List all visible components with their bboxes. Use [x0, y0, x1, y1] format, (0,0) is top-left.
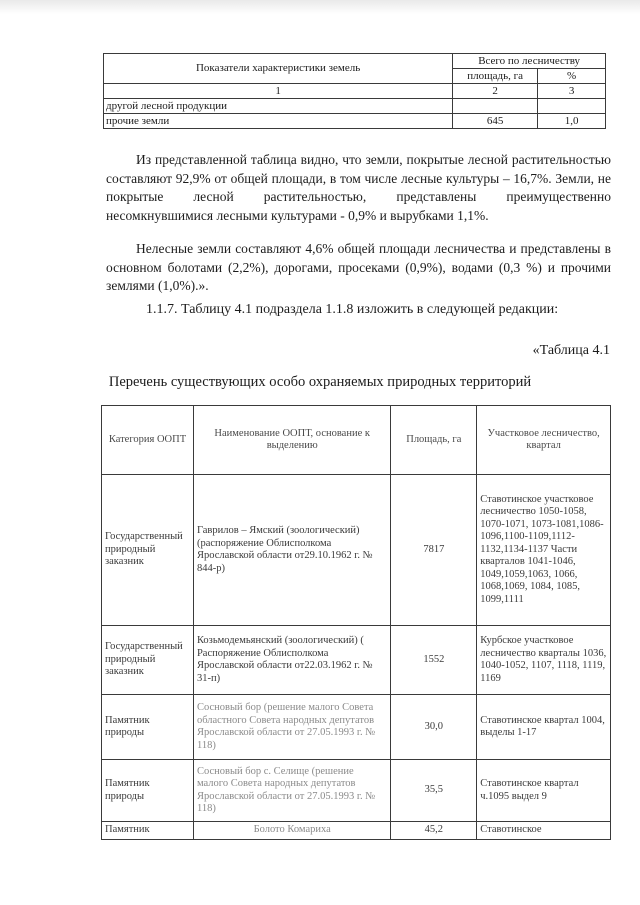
table-row [102, 695, 611, 760]
row-name: прочие земли [104, 114, 453, 129]
table-row [102, 475, 611, 626]
table-number: «Таблица 4.1 [532, 343, 610, 358]
header-location: Участковое лесничество, квартал [477, 406, 611, 475]
row-category: Памятник природы [102, 760, 194, 822]
row-location: Ставотинское квартал 1004, выделы 1-17 [477, 695, 611, 760]
row-category: Государственный природный заказник [102, 626, 194, 695]
table-row [102, 760, 611, 822]
row-name: Болото Комариха [193, 822, 390, 840]
row-name: Сосновый бор (решение малого Совета областного Совета народных депутатов Ярославской области от 27.05.1993 г. № 118) [193, 695, 390, 760]
table-row [104, 99, 606, 114]
row-percent [538, 99, 606, 114]
paragraph-text: Из представленной таблица видно, что земли, покрытые лесной растительностью составляют 92,9% от общей площади, в том числе лесные культуры – 16,7%. Земли, не покрытые лесной растительностью, представлены преимущественно несомкнувшимися лесными культурами - 0,9% и вырубками 1,1%. [106, 152, 611, 223]
row-location: Ставотинское квартал ч.1095 выдел 9 [477, 760, 611, 822]
row-area: 35,5 [391, 760, 477, 822]
row-category: Памятник [102, 822, 194, 840]
row-category: Памятник природы [102, 695, 194, 760]
header-area: площадь, га [453, 69, 538, 84]
row-area: 30,0 [391, 695, 477, 760]
row-category: Государственный природный заказник [102, 475, 194, 626]
row-location: Курбское участковое лесничество кварталы 1036, 1040-1052, 1107, 1118, 1119, 1169 [477, 626, 611, 695]
protected-areas-table [101, 405, 611, 840]
row-name: Козьмодемьянский (зоологический) ( Распоряжение Облисполкома Ярославской области от22.03.1962 г. № 31-п) [193, 626, 390, 695]
paragraph-text: Нелесные земли составляют 4,6% общей площади лесничества и представлены в основном болотами (2,2%), дорогами, просеками (0,9%), водами (0,3 %) и прочими землями (1,0%).». [106, 241, 611, 293]
col-number: 3 [538, 84, 606, 99]
row-name: Гаврилов – Ямский (зоологический) (распоряжение Облисполкома Ярославской области от29.10.1962 г. № 844-р) [193, 475, 390, 626]
row-percent: 1,0 [538, 114, 606, 129]
table-row [104, 114, 606, 129]
row-location: Ставотинское [477, 822, 611, 840]
header-category: Категория ООПТ [102, 406, 194, 475]
header-indicator: Показатели характеристики земель [104, 54, 453, 84]
scan-top-edge [0, 0, 640, 14]
row-area: 45,2 [391, 822, 477, 840]
table-row [102, 822, 611, 840]
paragraph-nonforest-land [106, 240, 611, 296]
header-total: Всего по лесничеству [453, 54, 606, 69]
row-area: 1552 [391, 626, 477, 695]
table-header-row [104, 54, 606, 69]
row-area [453, 99, 538, 114]
row-area: 7817 [391, 475, 477, 626]
column-number-row [104, 84, 606, 99]
table-row [102, 626, 611, 695]
col-number: 2 [453, 84, 538, 99]
amendment-text: 1.1.7. Таблицу 4.1 подраздела 1.1.8 изложить в следующей редакции: [146, 302, 559, 317]
row-area: 645 [453, 114, 538, 129]
col-number: 1 [104, 84, 453, 99]
table-header-row [102, 406, 611, 475]
row-location: Ставотинское участковое лесничество 1050-1058, 1070-1071, 1073-1081,1086-1096,1100-1109,1112-1132,1134-1137 Части кварталов 1041-1046, 1049,1059,1063, 1066, 1068,1069, 1084, 1085, 1099,1111 [477, 475, 611, 626]
row-name: другой лесной продукции [104, 99, 453, 114]
header-percent: % [538, 69, 606, 84]
paragraph-land-coverage [106, 151, 611, 225]
header-name: Наименование ООПТ, основание к выделению [193, 406, 390, 475]
land-characteristics-table [103, 53, 606, 129]
table-title: Перечень существующих особо охраняемых природных территорий [108, 374, 532, 390]
header-area: Площадь, га [391, 406, 477, 475]
row-name: Сосновый бор с. Селище (решение малого Совета народных депутатов Ярославской области от 27.05.1993 г. № 118) [193, 760, 390, 822]
